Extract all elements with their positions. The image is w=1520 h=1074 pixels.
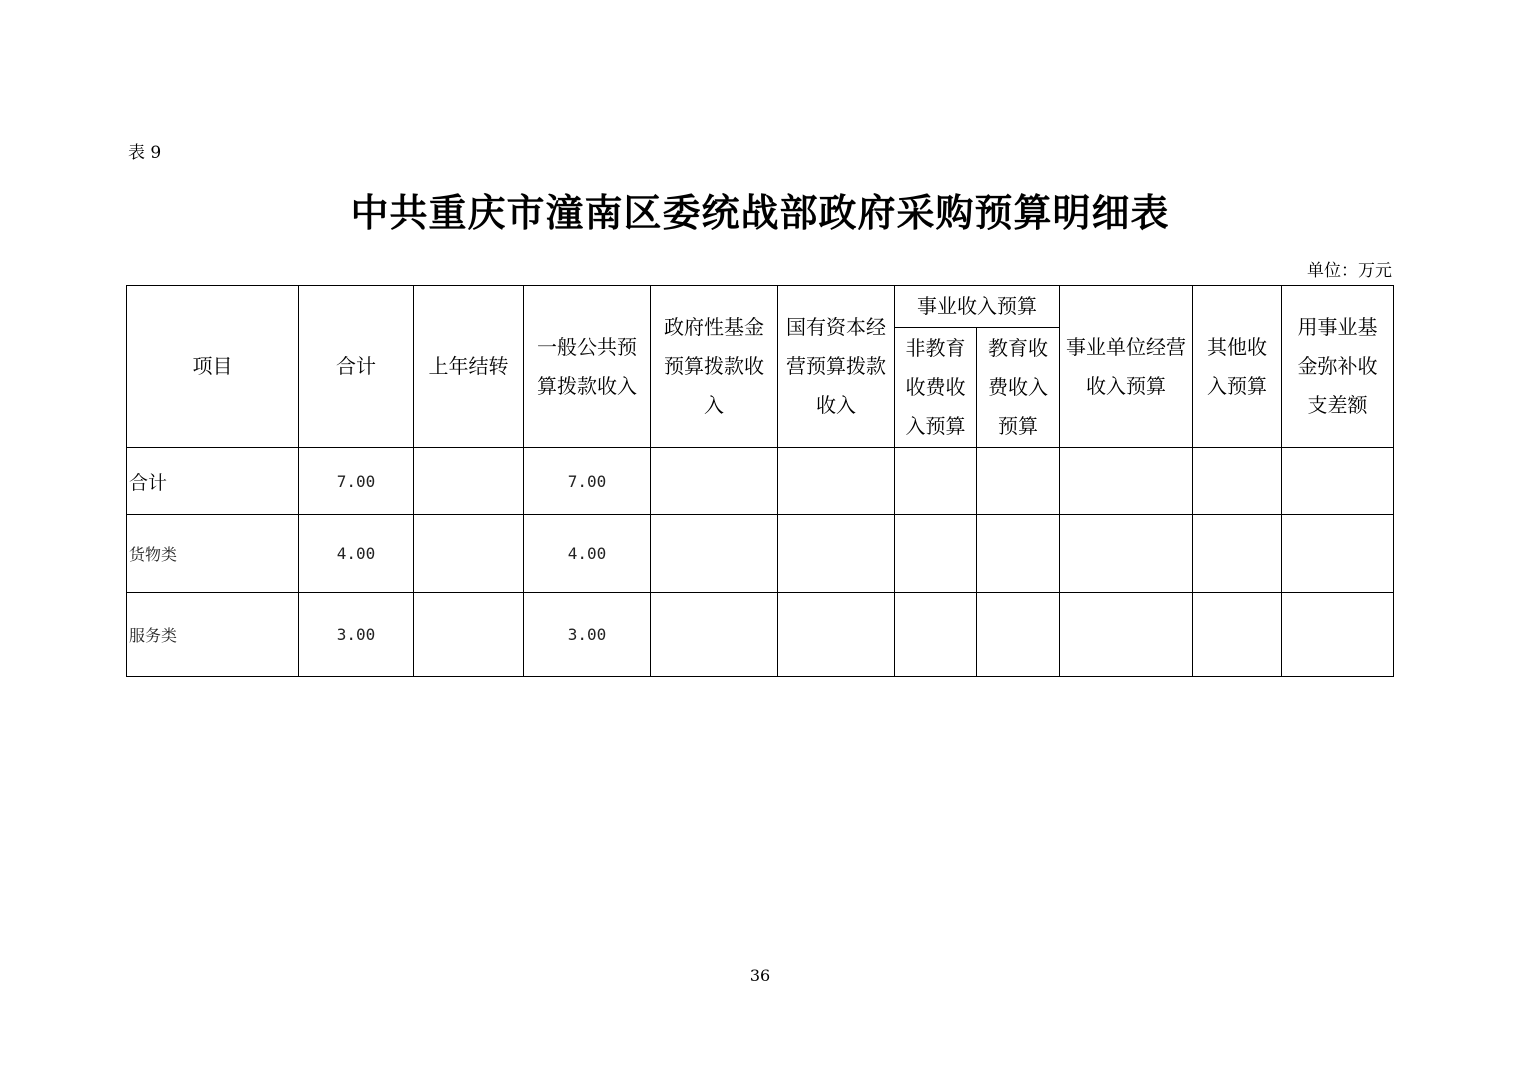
header-total: 合计 — [299, 286, 414, 448]
row-gov-fund — [651, 515, 778, 593]
row-edu-fee — [977, 448, 1060, 515]
table-row — [127, 515, 1394, 593]
row-total: 3.00 — [299, 593, 414, 677]
header-fund-offset: 用事业基金弥补收支差额 — [1282, 286, 1394, 448]
row-item: 服务类 — [127, 593, 299, 677]
row-non-edu-fee — [895, 448, 977, 515]
table-row — [127, 448, 1394, 515]
header-state-capital-budget: 国有资本经营预算拨款收入 — [778, 286, 895, 448]
row-edu-fee — [977, 593, 1060, 677]
row-operating — [1060, 593, 1193, 677]
row-gov-fund — [651, 448, 778, 515]
header-prior-carryover: 上年结转 — [414, 286, 524, 448]
row-other — [1193, 448, 1282, 515]
header-general-public-budget: 一般公共预算拨款收入 — [524, 286, 651, 448]
row-non-edu-fee — [895, 593, 977, 677]
row-prior-carryover — [414, 515, 524, 593]
row-state-capital — [778, 448, 895, 515]
page-number: 36 — [749, 966, 771, 985]
row-item: 合计 — [127, 448, 299, 515]
row-fund-offset — [1282, 515, 1394, 593]
header-non-edu-fee: 非教育收费收入预算 — [895, 328, 977, 448]
row-total: 7.00 — [299, 448, 414, 515]
header-business-income-group: 事业收入预算 — [895, 286, 1060, 328]
row-gov-fund — [651, 593, 778, 677]
row-general-public: 7.00 — [524, 448, 651, 515]
row-operating — [1060, 448, 1193, 515]
row-state-capital — [778, 515, 895, 593]
table-number-label: 表 9 — [128, 143, 162, 163]
page-title: 中共重庆市潼南区委统战部政府采购预算明细表 — [350, 191, 1170, 235]
row-general-public: 3.00 — [524, 593, 651, 677]
table-row — [127, 593, 1394, 677]
row-state-capital — [778, 593, 895, 677]
row-other — [1193, 593, 1282, 677]
row-fund-offset — [1282, 593, 1394, 677]
header-item: 项目 — [127, 286, 299, 448]
row-edu-fee — [977, 515, 1060, 593]
row-non-edu-fee — [895, 515, 977, 593]
row-total: 4.00 — [299, 515, 414, 593]
header-other-income: 其他收入预算 — [1193, 286, 1282, 448]
unit-label: 单位：万元 — [1307, 261, 1392, 281]
row-other — [1193, 515, 1282, 593]
header-gov-fund-budget: 政府性基金预算拨款收入 — [651, 286, 778, 448]
row-prior-carryover — [414, 593, 524, 677]
row-operating — [1060, 515, 1193, 593]
row-prior-carryover — [414, 448, 524, 515]
budget-table — [126, 285, 1394, 677]
row-fund-offset — [1282, 448, 1394, 515]
row-general-public: 4.00 — [524, 515, 651, 593]
header-edu-fee: 教育收费收入预算 — [977, 328, 1060, 448]
header-operating-income: 事业单位经营收入预算 — [1060, 286, 1193, 448]
row-item: 货物类 — [127, 515, 299, 593]
